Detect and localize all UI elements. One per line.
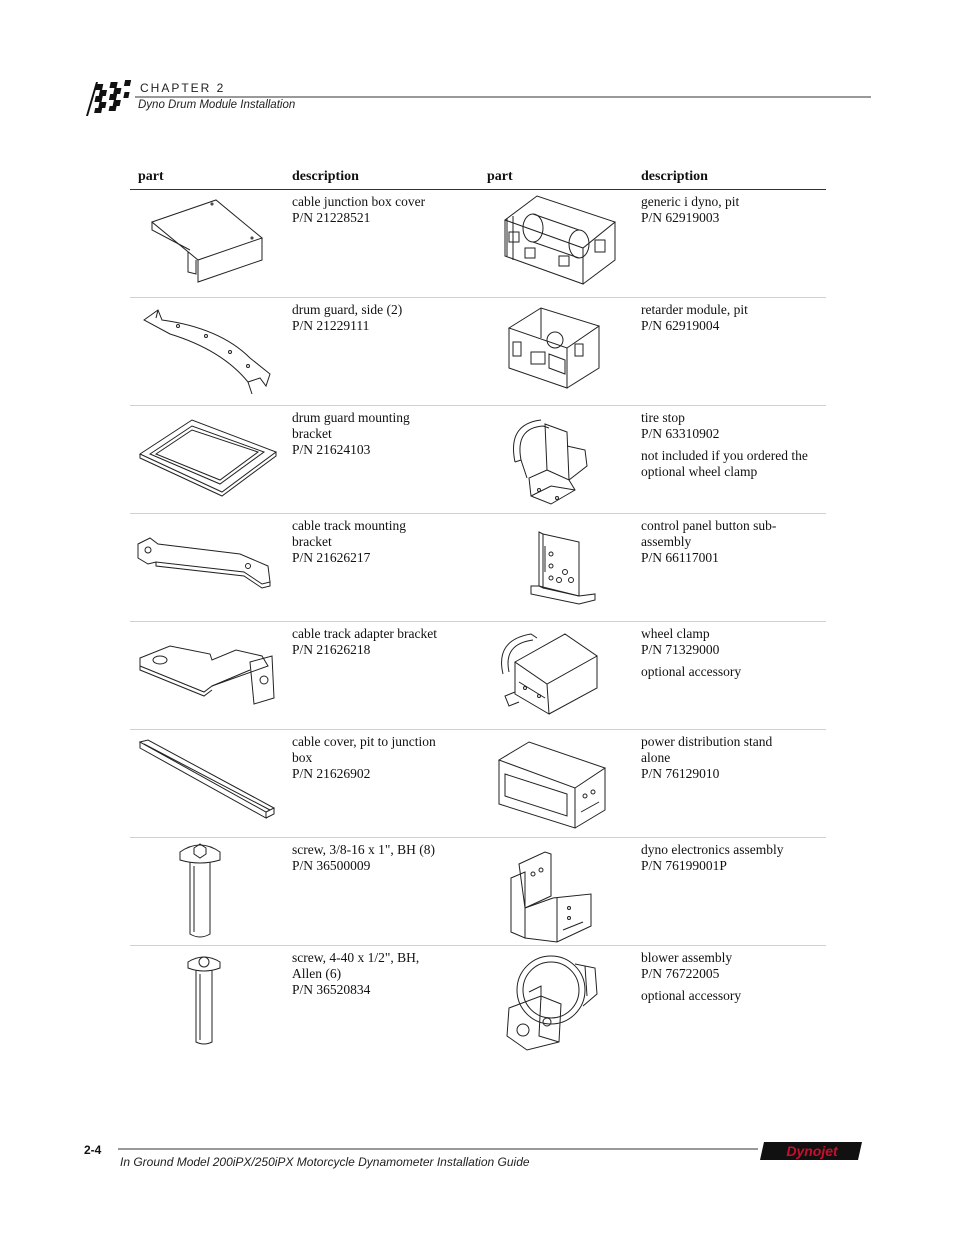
part-image bbox=[479, 514, 633, 622]
svg-text:Dynojet: Dynojet bbox=[786, 1143, 838, 1159]
part-number: P/N 36500009 bbox=[292, 858, 371, 873]
header-divider bbox=[135, 96, 871, 98]
checkered-flag-icon bbox=[82, 76, 132, 118]
part-name: screw, 4-40 x 1/2", BH, bbox=[292, 950, 420, 965]
part-description bbox=[284, 622, 479, 729]
part-description bbox=[284, 946, 479, 1054]
part-name: generic i dyno, pit bbox=[641, 194, 740, 209]
power-distribution-drawing-icon bbox=[479, 730, 633, 838]
column-header-description: description bbox=[641, 169, 708, 184]
chapter-title: Dyno Drum Module Installation bbox=[138, 99, 296, 111]
part-number: P/N 21626902 bbox=[292, 766, 371, 781]
part-description bbox=[633, 190, 826, 297]
wheel-clamp-drawing-icon bbox=[479, 622, 633, 730]
part-name: control panel button sub- bbox=[641, 518, 777, 533]
part-note: optional accessory bbox=[641, 664, 742, 679]
part-number: P/N 76722005 bbox=[641, 966, 720, 981]
part-image bbox=[130, 838, 284, 946]
part-description bbox=[633, 946, 826, 1054]
part-image bbox=[130, 298, 284, 406]
part-note: optional accessory bbox=[641, 988, 742, 1003]
table-row bbox=[130, 730, 826, 838]
screw-small-drawing-icon bbox=[130, 946, 284, 1054]
part-name: tire stop bbox=[641, 410, 685, 425]
table-row bbox=[130, 298, 826, 406]
part-number: P/N 62919003 bbox=[641, 210, 720, 225]
blower-assembly-drawing-icon bbox=[479, 946, 633, 1054]
guide-title: In Ground Model 200iPX/250iPX Motorcycle Dynamometer Installation Guide bbox=[120, 1155, 530, 1169]
table-row bbox=[130, 838, 826, 946]
parts-table bbox=[130, 166, 826, 1054]
part-name-cont: box bbox=[292, 750, 313, 765]
part-number: P/N 63310902 bbox=[641, 426, 720, 441]
electronics-assembly-drawing-icon bbox=[479, 838, 633, 946]
part-note: not included if you ordered the optional wheel clamp bbox=[641, 448, 808, 479]
table-row bbox=[130, 406, 826, 514]
part-number: P/N 21626218 bbox=[292, 642, 371, 657]
part-number: P/N 21228521 bbox=[292, 210, 371, 225]
part-description bbox=[633, 298, 826, 405]
footer-divider bbox=[118, 1148, 758, 1150]
column-header-part: part bbox=[487, 169, 513, 184]
page-header bbox=[0, 0, 954, 120]
part-description bbox=[284, 514, 479, 621]
part-name: cable cover, pit to junction bbox=[292, 734, 436, 749]
part-image bbox=[130, 622, 284, 730]
junction-box-cover-drawing-icon bbox=[130, 190, 284, 298]
generic-dyno-pit-drawing-icon bbox=[479, 190, 633, 298]
part-image bbox=[479, 622, 633, 730]
part-description bbox=[633, 406, 826, 513]
part-image bbox=[479, 838, 633, 946]
part-number: P/N 62919004 bbox=[641, 318, 720, 333]
part-description bbox=[633, 838, 826, 945]
screw-large-drawing-icon bbox=[130, 838, 284, 946]
table-row bbox=[130, 190, 826, 298]
part-name: wheel clamp bbox=[641, 626, 710, 641]
part-image bbox=[130, 406, 284, 514]
part-description bbox=[633, 622, 826, 729]
part-number: P/N 21624103 bbox=[292, 442, 371, 457]
part-image bbox=[130, 190, 284, 298]
column-header-description: description bbox=[292, 169, 359, 184]
part-number: P/N 71329000 bbox=[641, 642, 720, 657]
part-name: drum guard mounting bbox=[292, 410, 410, 425]
part-name: cable track adapter bracket bbox=[292, 626, 438, 641]
part-image bbox=[479, 298, 633, 406]
part-name: screw, 3/8-16 x 1", BH (8) bbox=[292, 842, 435, 857]
table-header bbox=[130, 166, 826, 190]
drum-guard-side-drawing-icon bbox=[130, 298, 284, 406]
part-number: P/N 76199001P bbox=[641, 858, 727, 873]
part-name: cable junction box cover bbox=[292, 194, 426, 209]
part-image bbox=[130, 730, 284, 838]
adapter-bracket-drawing-icon bbox=[130, 622, 284, 730]
control-panel-drawing-icon bbox=[479, 514, 633, 622]
part-name: drum guard, side (2) bbox=[292, 302, 403, 317]
part-image bbox=[479, 946, 633, 1054]
part-image bbox=[130, 946, 284, 1054]
mounting-bracket-frame-drawing-icon bbox=[130, 406, 284, 514]
part-description bbox=[284, 730, 479, 837]
part-description bbox=[284, 298, 479, 405]
part-image bbox=[479, 406, 633, 514]
part-name: blower assembly bbox=[641, 950, 733, 965]
part-name-cont: alone bbox=[641, 750, 671, 765]
part-number: P/N 21626217 bbox=[292, 550, 371, 565]
part-name-cont: assembly bbox=[641, 534, 692, 549]
part-number: P/N 76129010 bbox=[641, 766, 720, 781]
part-image bbox=[130, 514, 284, 622]
cable-cover-drawing-icon bbox=[130, 730, 284, 838]
part-name-cont: bracket bbox=[292, 426, 332, 441]
table-row bbox=[130, 946, 826, 1054]
part-description bbox=[633, 514, 826, 621]
part-description bbox=[633, 730, 826, 837]
part-image bbox=[479, 730, 633, 838]
page-number: 2-4 bbox=[84, 1143, 102, 1157]
part-name-cont: bracket bbox=[292, 534, 332, 549]
part-image bbox=[479, 190, 633, 298]
part-name: power distribution stand bbox=[641, 734, 773, 749]
part-name-cont: Allen (6) bbox=[292, 966, 342, 981]
part-description bbox=[284, 190, 479, 297]
tire-stop-drawing-icon bbox=[479, 406, 633, 514]
dynojet-logo-icon bbox=[758, 1140, 866, 1162]
retarder-module-drawing-icon bbox=[479, 298, 633, 406]
part-description bbox=[284, 406, 479, 513]
table-row bbox=[130, 622, 826, 730]
part-name: dyno electronics assembly bbox=[641, 842, 784, 857]
table-row bbox=[130, 514, 826, 622]
column-header-part: part bbox=[138, 169, 164, 184]
part-name: retarder module, pit bbox=[641, 302, 748, 317]
chapter-label: CHAPTER 2 bbox=[140, 81, 226, 95]
part-name: cable track mounting bbox=[292, 518, 406, 533]
cable-track-bracket-drawing-icon bbox=[130, 514, 284, 622]
part-number: P/N 21229111 bbox=[292, 318, 370, 333]
part-number: P/N 66117001 bbox=[641, 550, 719, 565]
part-number: P/N 36520834 bbox=[292, 982, 371, 997]
part-description bbox=[284, 838, 479, 945]
